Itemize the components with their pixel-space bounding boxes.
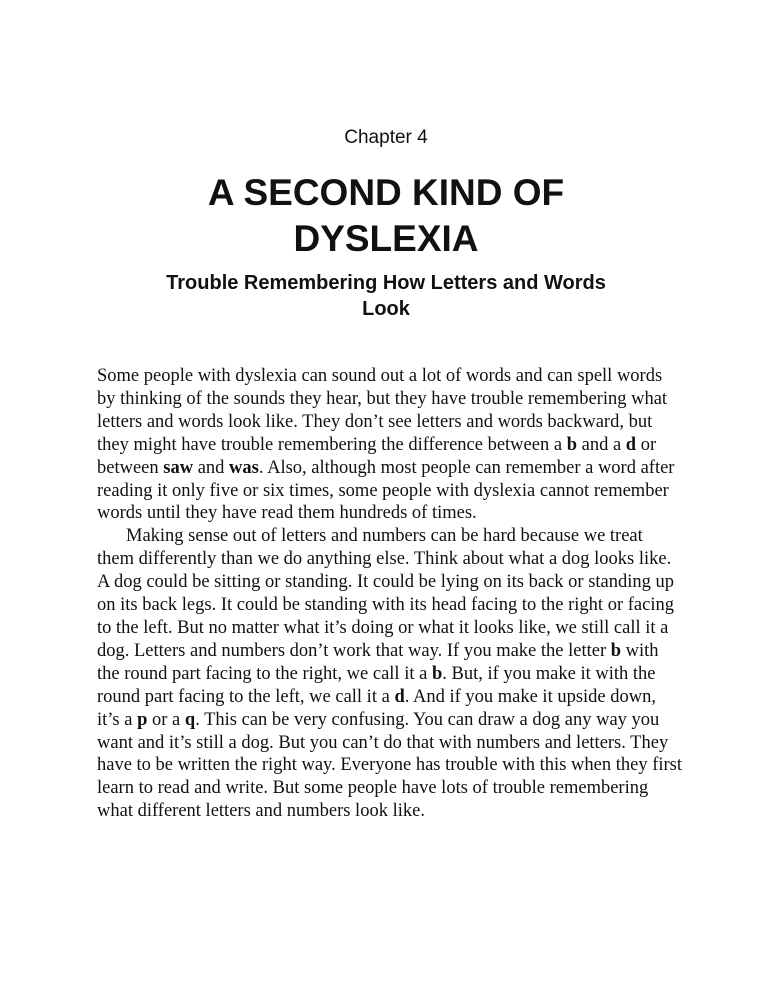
text-run: and [193, 457, 230, 478]
text-run: Making sense out of letters and numbers can be hard because we treat them differently than we do anything else. Think about what a dog looks like. A dog could be sitting or standing. It could be lying on its back or standing up on its back legs. It could be standing with its head facing to the right or facing to the left. But no matter what it’s doing or what it looks like, we still call it a dog. Letters and numbers don’t work that way. If you make the letter [97, 526, 675, 661]
emphasized-term: b [566, 434, 577, 455]
text-run: with the round part facing to the right, we call it a [97, 640, 659, 684]
text-run: or a [147, 709, 185, 730]
chapter-title: A SECOND KIND OF DYSLEXIA [207, 172, 565, 259]
emphasized-term: was [229, 457, 259, 478]
emphasized-term: q [184, 709, 196, 730]
text-run: or between [97, 434, 657, 478]
text-run: . This can be very confusing. You can draw a dog any way you want and it’s still a dog. But you can’t do that with numbers and letters. They have to be written the right way. Everyone has trouble with this when they first learn to read and write. But some people have lots of trouble remembering what different letters and numbers look like. [97, 709, 682, 822]
emphasized-term: b [610, 640, 622, 661]
chapter-subtitle: Trouble Remembering How Letters and Words Look [166, 272, 606, 320]
chapter-body [97, 365, 683, 823]
text-run: and a [576, 434, 626, 455]
chapter-label: Chapter 4 [344, 127, 428, 148]
emphasized-term: d [394, 686, 405, 707]
text-run: . Also, although most people can remember a word after reading it only five or six times, some people with dyslexia cannot remember words until they have read them hundreds of times. [97, 457, 675, 524]
emphasized-term: p [137, 709, 148, 730]
body-paragraph [97, 365, 683, 525]
text-run: . And if you make it upside down, it’s a [97, 686, 657, 730]
body-paragraph [97, 525, 683, 823]
emphasized-term: b [431, 663, 443, 684]
text-run: . But, if you make it with the round part facing to the left, we call it a [97, 663, 656, 707]
text-run: Some people with dyslexia can sound out a lot of words and can spell words by thinking of the sounds they hear, but they have trouble remembering what letters and words look like. They don’t see letters and words backward, but they might have trouble remembering the difference between a [97, 366, 668, 455]
emphasized-term: saw [163, 457, 194, 478]
emphasized-term: d [625, 434, 637, 455]
